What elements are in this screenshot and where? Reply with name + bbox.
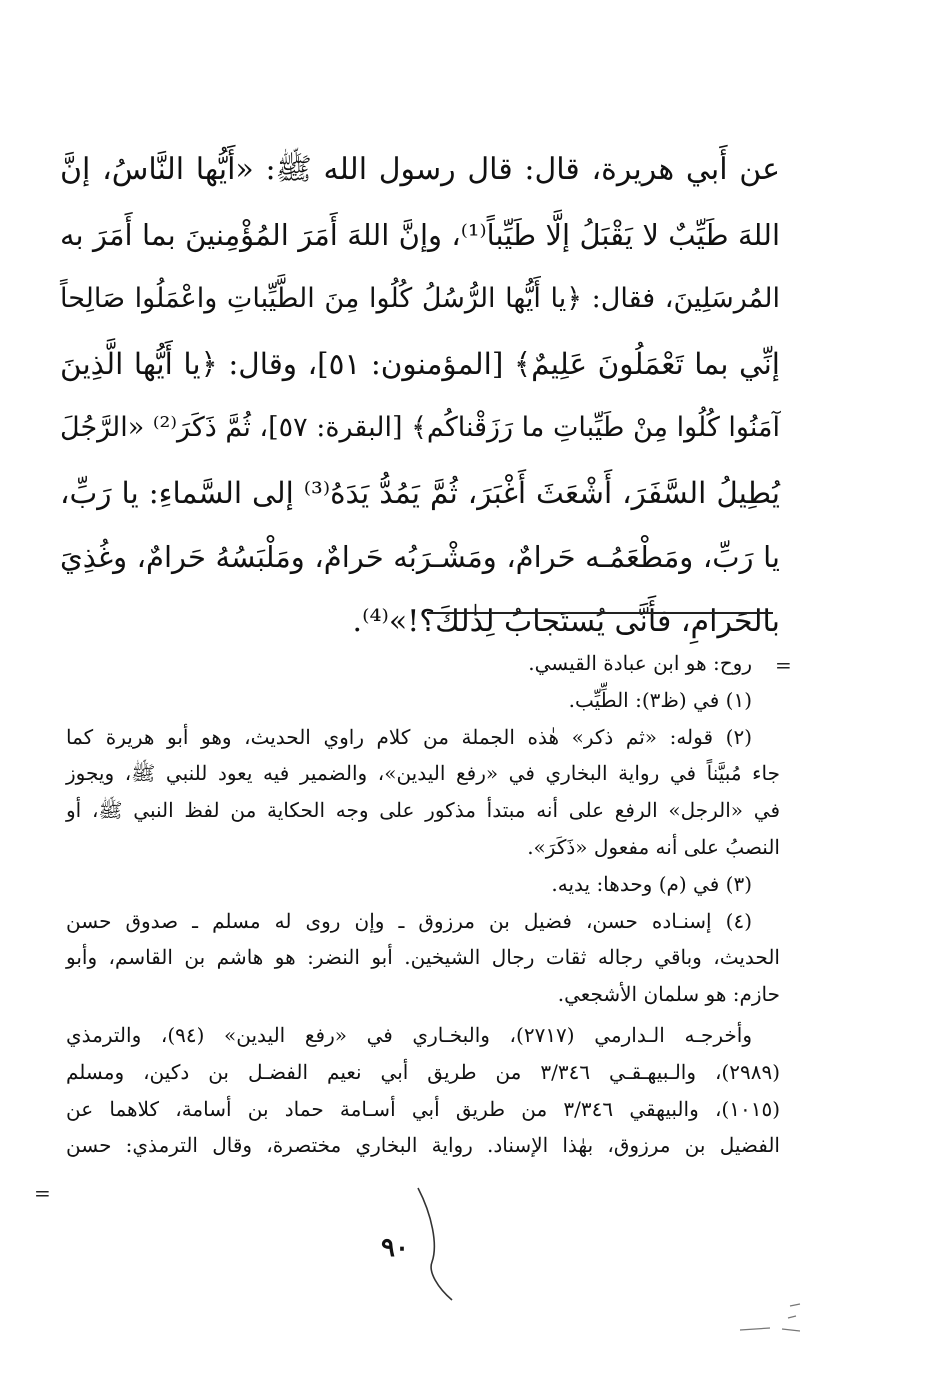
footnote-line: روح: هو ابن عبادة القيسي.: [528, 651, 752, 675]
footnote-line: (٢) قوله: «ثم ذكر» هٰذه الجملة من كلام راوي الحديث، وهو أبو هريرة كما: [66, 724, 752, 749]
footnotes-block: [66, 645, 780, 1164]
footnote-line: (٤) إسنـاده حسن، فضيل بن مرزوق ـ وإن روى له مسلم ـ صدوق حسن: [66, 908, 752, 933]
main-text-line: اللهَ طَيِّبٌ لا يَقْبَلُ إلَّا طَيِّباً⁽¹⁾، وإنَّ اللهَ أَمَرَ المُؤْمِنينَ بما أَمَرَ به: [60, 217, 780, 252]
main-text-line: بالحَرامِ، فأَنَّى يُستَجابُ لِذٰلكَ؟!»⁽⁴⁾.: [352, 603, 780, 639]
footnote-line: حازم: هو سلمان الأشجعي.: [557, 982, 780, 1007]
footnote-line: (١٠١٥)، والبيهقي ٣/٣٤٦ من طريق أبي أسـامة حماد بن أسامة، كلاهما عن: [66, 1096, 780, 1121]
main-text-line: يُطِيلُ السَّفَرَ، أَشْعَثَ أَغْبَرَ، ثُمَّ يَمُدُّ يَدَهُ⁽³⁾ إلى السَّماءِ: يا رَبِّ،: [60, 475, 780, 510]
main-text-line: يا رَبِّ، ومَطْعَمُـه حَرامٌ، ومَشْـرَبُه حَرامٌ، ومَلْبَسُهُ حَرامٌ، وغُذِيَ: [60, 540, 780, 574]
page-number: ٩٠: [381, 1233, 409, 1263]
main-text-line: عن أَبي هريرة، قال: قال رسول الله ﷺ: «أَيُّها النَّاسُ، إنَّ: [60, 152, 780, 187]
main-text-line: المُرسَلِينَ، فقال: ﴿يا أَيُّها الرُّسُلُ كُلُوا مِنَ الطَّيِّباتِ واعْمَلُوا صَالِحاً: [60, 283, 780, 314]
main-text-block: [60, 138, 780, 654]
footnote-line: (٢٩٨٩)، والـبيهـقـي ٣/٣٤٦ من طريق أبي نعيم الفضـل بن دكين، ومسلم: [66, 1059, 780, 1084]
footnote-continuation-mark: =: [775, 653, 792, 677]
footnote-line: الفضيل بن مرزوق، بهٰذا الإسناد. رواية البخاري مختصرة، وقال الترمذي: حسن: [66, 1133, 780, 1158]
main-text-line: إنِّي بما تَعْمَلُونَ عَلِيمٌ﴾ [المؤمنون: ٥١]، وقال: ﴿يا أَيُّها الَّذِينَ: [60, 346, 781, 381]
footnote-continuation-mark: =: [34, 1181, 51, 1205]
footnote-line: النصبُ على أنه مفعول «ذَكَرَ».: [527, 834, 780, 859]
footnote-line: جاء مُبيَّناً في رواية البخاري في «رفع اليدين»، والضمير فيه يعود للنبي ﷺ، ويجوز: [66, 761, 780, 786]
footnote-line: (٣) في (م) وحدها: يديه.: [551, 871, 752, 896]
main-text-line: آمَنُوا كُلُوا مِنْ طَيِّباتِ ما رَزَقْناكُم﴾ [البقرة: ٥٧]، ثُمَّ ذَكَرَ⁽²⁾ «الرَّجُلَ: [60, 412, 780, 443]
footnote-line: الحديث، وباقي رجاله ثقات رجال الشيخين. أبو النضر: هو هاشم بن القاسم، وأبو: [66, 945, 780, 970]
footnote-line: وأخرجـه الـدارمي (٢٧١٧)، والبخـاري في «رفع اليدين» (٩٤)، والترمذي: [66, 1022, 752, 1047]
footnote-line: (١) في (ظ٣): الطِّيِّب.: [568, 687, 752, 712]
footnote-separator: [427, 612, 773, 614]
footnote-line: في «الرجل» الرفع على أنه مبتدأ مذكور على وجه الحكاية من لفظ النبي ﷺ، أو: [66, 798, 780, 823]
